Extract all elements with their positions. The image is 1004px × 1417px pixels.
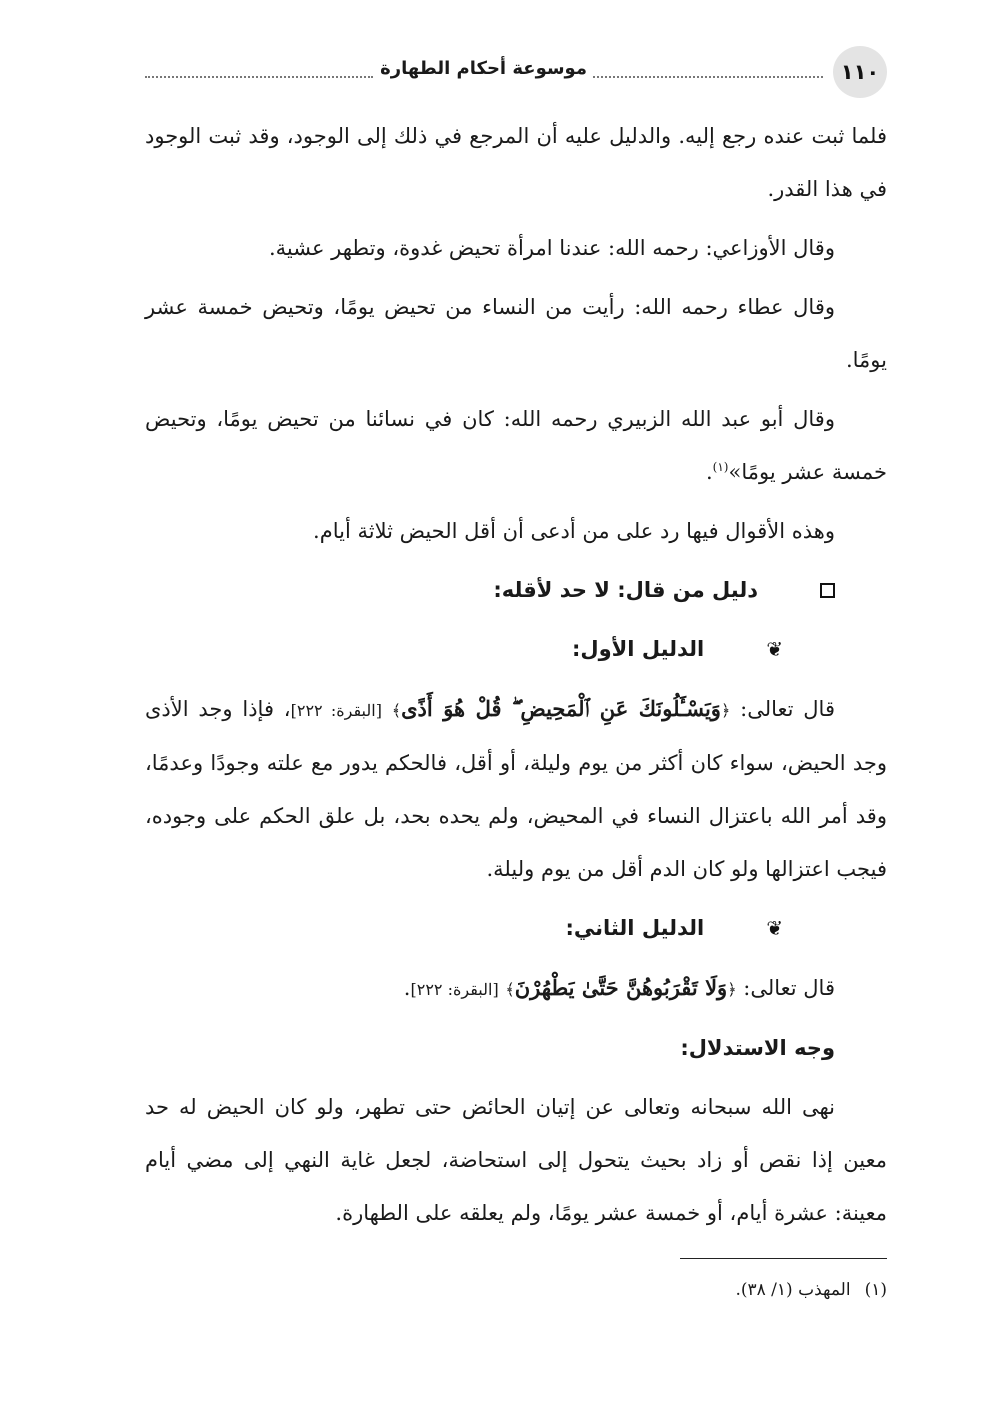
leaf-icon: ❦: [766, 637, 783, 661]
paragraph-6-rest: ، فإذا وجد الأذى وجد الحيض، سواء كان أكثر من يوم وليلة، أو أقل، فالحكم يدور مع علته وجودًا وعدمًا، وقد أمر الله باعتزال النساء في المحيض، ولم يحده بحد، بل علق الحكم على وجوده، فيجب اعتزالها ولو كان الدم أقل من يوم وليلة.: [145, 697, 887, 881]
square-icon: [820, 583, 835, 598]
leaf-icon: ❦: [766, 916, 783, 940]
page-number: ١١٠: [833, 46, 887, 98]
page-header: [145, 46, 887, 98]
heading-inference: [145, 1022, 887, 1075]
verse-reference: [البقرة: ٢٢٢]: [410, 980, 499, 999]
paragraph-6: [145, 682, 887, 896]
header-dotted-leader-right: [593, 76, 823, 78]
paragraph-4-end: .: [705, 460, 713, 484]
ornate-bracket-open: ﴿: [720, 701, 731, 720]
footnote-text: المهذب (١/ ٣٨).: [735, 1280, 851, 1300]
ornate-bracket-open: ﴿: [727, 980, 737, 999]
heading-inference-label: وجه الاستدلال:: [680, 1036, 835, 1060]
paragraph-4-text: وقال أبو عبد الله الزبيري رحمه الله: كان في نسائنا من تحيض يومًا، وتحيض خمسة عشر يومًا»: [145, 407, 887, 484]
ornate-bracket-close: ﴾: [505, 980, 515, 999]
main-text: [145, 110, 887, 1246]
paragraph-3: وقال عطاء رحمه الله: رأيت من النساء من تحيض يومًا، وتحيض خمسة عشر يومًا.: [145, 295, 887, 372]
paragraph-7: [145, 961, 887, 1016]
footnote-number: (١): [864, 1280, 887, 1300]
heading-no-minimum-label: دليل من قال: لا حد لأقله:: [493, 578, 758, 602]
footnote-divider: [680, 1258, 887, 1259]
heading-first-evidence: [145, 623, 887, 676]
footnote: [145, 1275, 887, 1305]
heading-second-evidence-label: الدليل الثاني:: [565, 916, 705, 940]
paragraph-4: [145, 393, 887, 499]
heading-first-evidence-label: الدليل الأول:: [572, 637, 705, 661]
paragraph-2: وقال الأوزاعي: رحمه الله: عندنا امرأة تحيض غدوة، وتطهر عشية.: [268, 236, 835, 260]
quran-verse: وَيَسْـَٔلُونَكَ عَنِ ٱلْمَحِيضِ ۖ قُلْ هُوَ أَذًى: [401, 696, 721, 721]
running-title: موسوعة أحكام الطهارة: [380, 58, 587, 79]
heading-second-evidence: [145, 902, 887, 955]
paragraph-7-intro: قال تعالى:: [743, 976, 835, 1000]
verse-reference: [البقرة: ٢٢٢]: [290, 701, 382, 720]
quran-verse: وَلَا تَقْرَبُوهُنَّ حَتَّىٰ يَطْهُرْنَ: [514, 975, 728, 1000]
paragraph-1: فلما ثبت عنده رجع إليه. والدليل عليه أن المرجع في ذلك إلى الوجود، وقد ثبت الوجود في هذا القدر.: [145, 124, 887, 201]
paragraph-8: نهى الله سبحانه وتعالى عن إتيان الحائض حتى تطهر، ولو كان الحيض له حد معين إذا نقص أو زاد بحيث يتحول إلى استحاضة، لجعل غاية النهي إلى مضي أيام معينة: عشرة أيام، أو خمسة عشر يومًا، ولم يعلقه على الطهارة.: [145, 1095, 887, 1225]
ornate-bracket-close: ﴾: [391, 701, 402, 720]
heading-no-minimum: [145, 564, 887, 617]
paragraph-5: وهذه الأقوال فيها رد على من أدعى أن أقل الحيض ثلاثة أيام.: [313, 519, 835, 543]
header-dotted-leader-left: [145, 76, 373, 78]
paragraph-6-intro: قال تعالى:: [740, 697, 835, 721]
paragraph-7-end: .: [403, 976, 411, 1000]
footnote-reference[interactable]: (١): [712, 460, 729, 474]
